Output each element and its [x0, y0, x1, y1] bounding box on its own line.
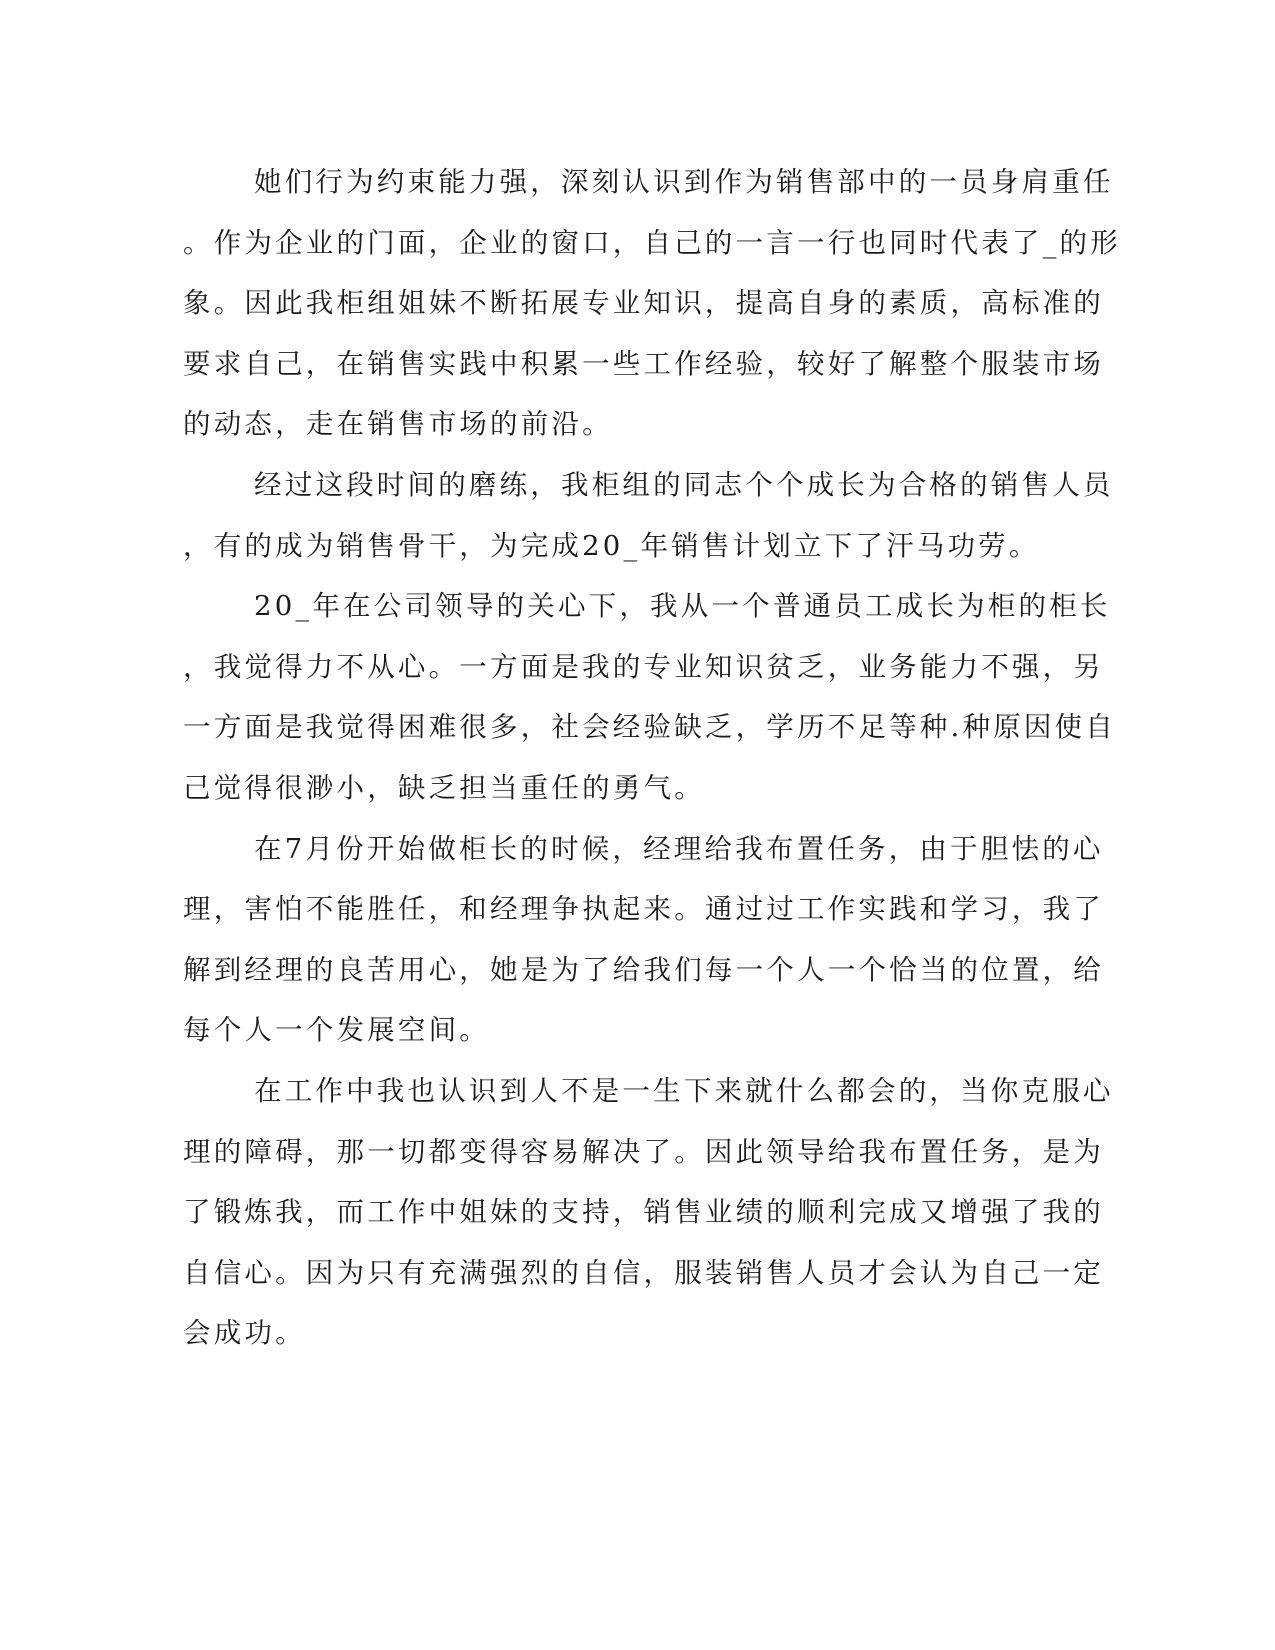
text-line: 解到经理的良苦用心，她是为了给我们每一个人一个恰当的位置，给 — [183, 953, 1104, 986]
paragraph-5 — [183, 1071, 1114, 1374]
text-line: 20_年在公司领导的关心下，我从一个普通员工成长为柜的柜长 — [254, 590, 1111, 623]
text-line: 了锻炼我，而工作中姐妹的支持，销售业绩的顺利完成又增强了我的 — [183, 1196, 1104, 1229]
text-line: 每个人一个发展空间。 — [183, 1014, 490, 1047]
text-line: 。作为企业的门面，企业的窗口，自己的一言一行也同时代表了_的形 — [183, 226, 1121, 259]
text-line: 在工作中我也认识到人不是一生下来就什么都会的，当你克服心 — [254, 1074, 1114, 1107]
text-line: 己觉得很渺小，缺乏担当重任的勇气。 — [183, 771, 705, 804]
text-line: 要求自己，在销售实践中积累一些工作经验，较好了解整个服装市场 — [183, 347, 1104, 380]
text-line: ，有的成为销售骨干，为完成20_年销售计划立下了汗马功劳。 — [183, 529, 1040, 562]
text-line: 的动态，走在销售市场的前沿。 — [183, 408, 613, 441]
text-line: 经过这段时间的磨练，我柜组的同志个个成长为合格的销售人员 — [254, 468, 1114, 501]
paragraph-3 — [183, 586, 1116, 828]
text-line: 在7月份开始做柜长的时候，经理给我布置任务，由于胆怯的心 — [254, 832, 1104, 865]
text-line: 象。因此我柜组姐妹不断拓展专业知识，提高自身的素质，高标准的 — [183, 287, 1104, 320]
text-line: ，我觉得力不从心。一方面是我的专业知识贫乏，业务能力不强，另 — [183, 650, 1104, 683]
paragraph-1 — [183, 162, 1121, 465]
paragraph-2 — [183, 465, 1114, 586]
text-line: 自信心。因为只有充满强烈的自信，服装销售人员才会认为自己一定 — [183, 1256, 1104, 1289]
document-body — [183, 162, 1121, 1374]
text-line: 理的障碍，那一切都变得容易解决了。因此领导给我布置任务，是为 — [183, 1135, 1104, 1168]
text-line: 会成功。 — [183, 1317, 306, 1350]
text-line: 一方面是我觉得困难很多，社会经验缺乏，学历不足等种.种原因使自 — [183, 711, 1116, 744]
paragraph-4 — [183, 829, 1104, 1071]
text-line: 她们行为约束能力强，深刻认识到作为销售部中的一员身肩重任 — [254, 166, 1114, 198]
text-line: 理，害怕不能胜任，和经理争执起来。通过过工作实践和学习，我了 — [183, 893, 1104, 926]
